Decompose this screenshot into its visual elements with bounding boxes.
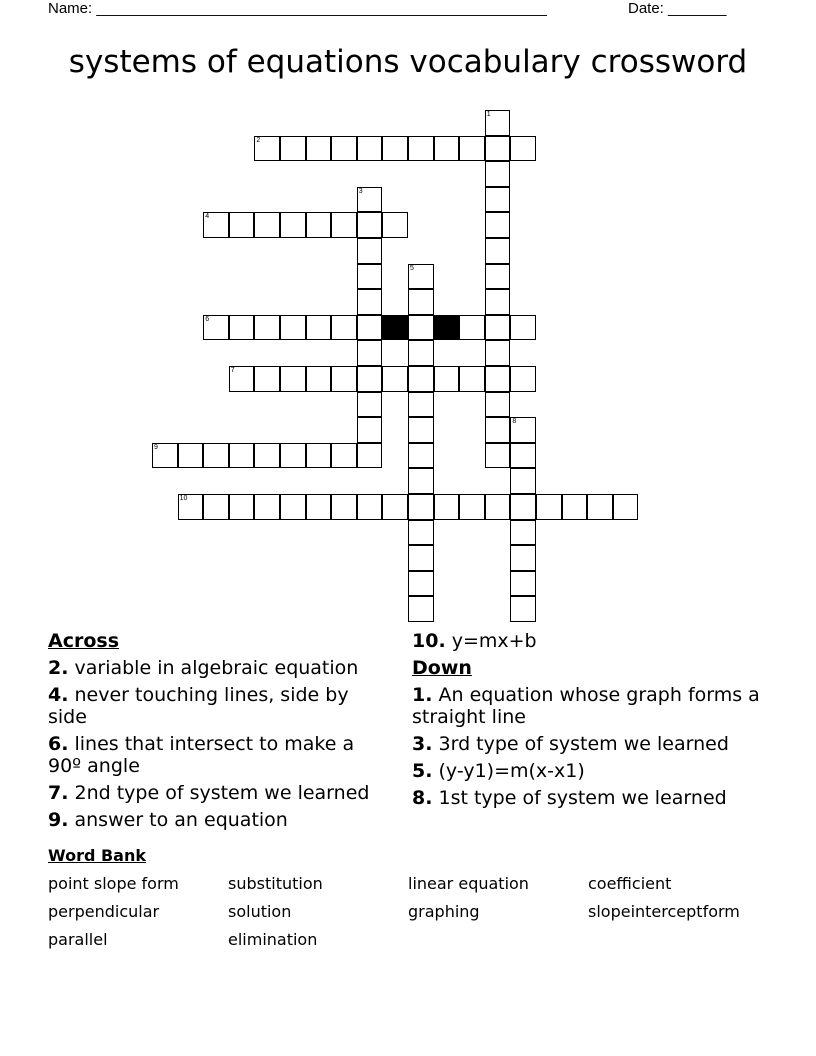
crossword-cell[interactable]	[280, 212, 306, 238]
crossword-cell[interactable]	[510, 136, 536, 162]
crossword-cell[interactable]	[331, 136, 357, 162]
crossword-cell[interactable]	[203, 315, 229, 341]
clue-number: 10	[179, 495, 188, 502]
crossword-cell[interactable]	[152, 443, 178, 469]
word-bank-item: slopeinterceptform	[588, 902, 740, 921]
crossword-cell[interactable]	[459, 366, 485, 392]
crossword-cell[interactable]	[357, 340, 383, 366]
crossword-blocked-cell	[382, 315, 408, 341]
crossword-cell[interactable]	[408, 417, 434, 443]
word-bank-item: elimination	[228, 930, 318, 949]
crossword-cell[interactable]	[408, 545, 434, 571]
crossword-cell[interactable]	[485, 136, 511, 162]
crossword-cell[interactable]	[485, 110, 511, 136]
crossword-cell[interactable]	[280, 494, 306, 520]
clue-number: 9	[154, 443, 158, 451]
across-heading: Across	[48, 630, 120, 652]
crossword-cell[interactable]	[408, 315, 434, 341]
crossword-cell[interactable]	[254, 212, 280, 238]
crossword-cell[interactable]	[254, 494, 280, 520]
crossword-cell[interactable]	[408, 520, 434, 546]
clues-right-column	[412, 628, 772, 814]
crossword-cell[interactable]	[306, 494, 332, 520]
crossword-cell[interactable]	[434, 136, 460, 162]
crossword-cell[interactable]	[408, 366, 434, 392]
crossword-cell[interactable]	[536, 494, 562, 520]
crossword-cell[interactable]	[382, 136, 408, 162]
clue-number: 8	[512, 418, 517, 426]
crossword-cell[interactable]	[357, 443, 383, 469]
crossword-cell[interactable]	[229, 494, 255, 520]
crossword-cell[interactable]	[408, 289, 434, 315]
crossword-cell[interactable]	[178, 443, 204, 469]
across-clue: 9. answer to an equation	[48, 809, 288, 831]
crossword-cell[interactable]	[306, 443, 332, 469]
crossword-cell[interactable]	[510, 494, 536, 520]
crossword-cell[interactable]	[485, 212, 511, 238]
down-clue: 3. 3rd type of system we learned	[412, 733, 729, 755]
crossword-cell[interactable]	[357, 494, 383, 520]
crossword-cell[interactable]	[306, 366, 332, 392]
clue-number: 1	[486, 111, 491, 118]
crossword-cell[interactable]	[280, 366, 306, 392]
crossword-cell[interactable]	[510, 315, 536, 341]
crossword-cell[interactable]	[510, 366, 536, 392]
crossword-cell[interactable]	[510, 596, 536, 622]
crossword-cell[interactable]	[408, 571, 434, 597]
crossword-cell[interactable]	[280, 443, 306, 469]
crossword-cell[interactable]	[229, 212, 255, 238]
crossword-cell[interactable]	[510, 520, 536, 546]
word-bank-item: substitution	[228, 874, 323, 893]
crossword-cell[interactable]	[485, 340, 511, 366]
crossword-cell[interactable]	[485, 443, 511, 469]
crossword-cell[interactable]	[613, 494, 639, 520]
crossword-cell[interactable]	[254, 443, 280, 469]
clue-number: 5	[410, 264, 414, 272]
crossword-cell[interactable]	[408, 264, 434, 290]
crossword-cell[interactable]	[408, 392, 434, 418]
crossword-cell[interactable]	[510, 468, 536, 494]
across-clue: 10. y=mx+b	[412, 630, 537, 652]
crossword-cell[interactable]	[357, 289, 383, 315]
crossword-cell[interactable]	[331, 443, 357, 469]
crossword-cell[interactable]	[485, 494, 511, 520]
word-bank-item: coefficient	[588, 874, 672, 893]
crossword-cell[interactable]	[229, 366, 255, 392]
crossword-cell[interactable]	[485, 187, 511, 213]
across-clue: 4. never touching lines, side by side	[48, 684, 349, 728]
crossword-cell[interactable]	[485, 289, 511, 315]
crossword-cell[interactable]	[331, 315, 357, 341]
crossword-cell[interactable]	[587, 494, 613, 520]
crossword-cell[interactable]	[408, 136, 434, 162]
crossword-cell[interactable]	[306, 212, 332, 238]
crossword-cell[interactable]	[306, 315, 332, 341]
crossword-cell[interactable]	[203, 212, 229, 238]
crossword-cell[interactable]	[357, 238, 383, 264]
word-bank	[48, 874, 788, 950]
crossword-blocked-cell	[434, 315, 460, 341]
clue-number: 6	[205, 315, 210, 323]
crossword-cell[interactable]	[485, 417, 511, 443]
down-clue: 1. An equation whose graph forms a straight line	[412, 684, 760, 728]
clue-number: 7	[230, 367, 235, 374]
crossword-cell[interactable]	[306, 136, 332, 162]
word-bank-item: solution	[228, 902, 292, 921]
crossword-cell[interactable]	[510, 571, 536, 597]
crossword-cell[interactable]	[408, 596, 434, 622]
crossword-cell[interactable]	[382, 366, 408, 392]
crossword-cell[interactable]	[408, 494, 434, 520]
crossword-cell[interactable]	[357, 187, 383, 213]
crossword-cell[interactable]	[459, 494, 485, 520]
clue-number: 3	[358, 187, 363, 195]
crossword-cell[interactable]	[485, 161, 511, 187]
crossword-cell[interactable]	[280, 315, 306, 341]
crossword-cell[interactable]	[382, 212, 408, 238]
clue-number: 4	[205, 213, 210, 221]
crossword-cell[interactable]	[408, 340, 434, 366]
crossword-cell[interactable]	[510, 443, 536, 469]
across-clue: 6. lines that intersect to make a 90º angle	[48, 733, 355, 777]
across-clue: 2. variable in algebraic equation	[48, 657, 359, 679]
crossword-cell[interactable]	[203, 494, 229, 520]
clue-number: 2	[256, 136, 261, 144]
crossword-cell[interactable]	[485, 238, 511, 264]
crossword-cell[interactable]	[331, 212, 357, 238]
crossword-cell[interactable]	[510, 417, 536, 443]
name-field-label: Name: ______________________________________________________	[48, 0, 547, 17]
page-title: systems of equations vocabulary crossword	[68, 44, 748, 80]
word-bank-item: perpendicular	[48, 902, 160, 921]
crossword-cell[interactable]	[178, 494, 204, 520]
crossword-cell[interactable]	[229, 315, 255, 341]
crossword-cell[interactable]	[382, 494, 408, 520]
crossword-cell[interactable]	[254, 315, 280, 341]
crossword-cell[interactable]	[357, 366, 383, 392]
crossword-cell[interactable]	[357, 136, 383, 162]
clues-left-column	[48, 628, 388, 836]
crossword-cell[interactable]	[434, 366, 460, 392]
word-bank-item: point slope form	[48, 874, 179, 893]
crossword-cell[interactable]	[357, 315, 383, 341]
word-bank-item: parallel	[48, 930, 108, 949]
crossword-cell[interactable]	[485, 264, 511, 290]
crossword-cell[interactable]	[459, 136, 485, 162]
across-clue: 7. 2nd type of system we learned	[48, 782, 370, 804]
crossword-cell[interactable]	[357, 212, 383, 238]
word-bank-item: graphing	[408, 902, 480, 921]
crossword-cell[interactable]	[485, 366, 511, 392]
date-field-label: Date: _______	[628, 0, 727, 17]
word-bank-heading: Word Bank	[48, 846, 147, 865]
crossword-cell[interactable]	[203, 443, 229, 469]
crossword-cell[interactable]	[280, 136, 306, 162]
crossword-cell[interactable]	[357, 264, 383, 290]
crossword-cell[interactable]	[562, 494, 588, 520]
crossword-cell[interactable]	[434, 494, 460, 520]
crossword-cell[interactable]	[254, 136, 280, 162]
crossword-cell[interactable]	[331, 366, 357, 392]
crossword-cell[interactable]	[408, 468, 434, 494]
crossword-cell[interactable]	[485, 392, 511, 418]
crossword-cell[interactable]	[229, 443, 255, 469]
crossword-cell[interactable]	[510, 545, 536, 571]
word-bank-item: linear equation	[408, 874, 529, 893]
crossword-cell[interactable]	[331, 494, 357, 520]
down-clue: 5. (y-y1)=m(x-x1)	[412, 760, 585, 782]
down-heading: Down	[412, 657, 472, 679]
crossword-cell[interactable]	[357, 392, 383, 418]
crossword-cell[interactable]	[357, 417, 383, 443]
crossword-cell[interactable]	[485, 315, 511, 341]
down-clue: 8. 1st type of system we learned	[412, 787, 727, 809]
crossword-cell[interactable]	[254, 366, 280, 392]
crossword-cell[interactable]	[408, 443, 434, 469]
crossword-cell[interactable]	[459, 315, 485, 341]
